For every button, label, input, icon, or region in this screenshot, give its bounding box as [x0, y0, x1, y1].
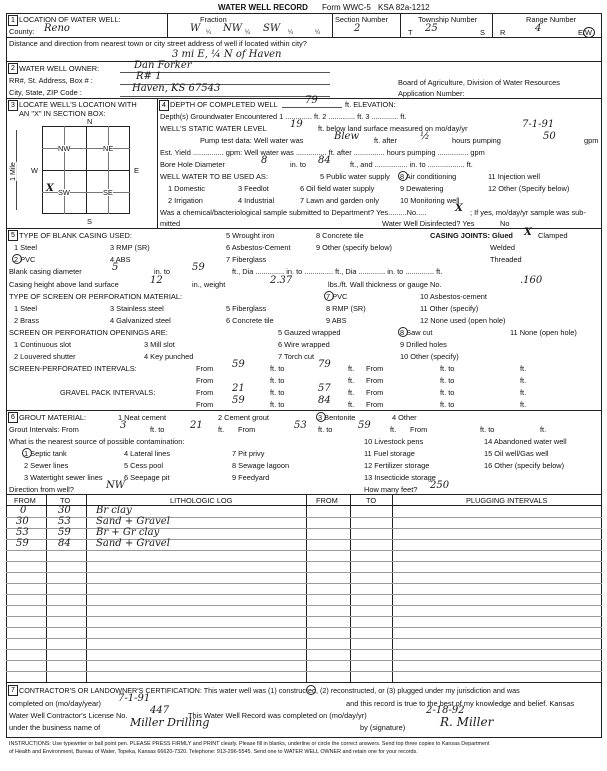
log-row-1-from: 0	[20, 505, 27, 516]
instructions-line-1: INSTRUCTIONS: Use typewriter or ball point pen. PLEASE PRESS FIRMLY and PRINT clearly. Please fill in blanks, underline or circle the correct answers. Send top three copies to Kansas Department	[9, 741, 490, 747]
pump-value: Blew	[334, 131, 360, 142]
log-row-4-to: 84	[58, 538, 71, 549]
section-number-value: 2	[354, 23, 361, 34]
height-label: Casing height above land surface	[9, 280, 119, 289]
pvc-circle	[12, 254, 22, 264]
openings-label: SCREEN OR PERFORATION OPENINGS ARE:	[9, 328, 168, 337]
gravel-to-2: 84	[318, 395, 331, 406]
perf-label: SCREEN-PERFORATED INTERVALS:	[9, 364, 137, 373]
form-number: Form WWC-5	[322, 3, 371, 12]
address-value: R# 1	[136, 71, 162, 82]
height-value: 12	[150, 275, 163, 286]
pump-gpm: 50	[543, 131, 556, 142]
gauge-value: .160	[520, 275, 543, 286]
township-value: 25	[425, 23, 438, 34]
owner-label: WATER WELL OWNER:	[19, 64, 100, 73]
signature: R. Miller	[440, 715, 494, 729]
static-value: 19	[290, 119, 303, 130]
air-conditioning-circle	[398, 171, 408, 181]
license-number: 447	[150, 705, 170, 716]
grout-to-1: 21	[190, 420, 203, 431]
diameter-label: Blank casing diameter	[9, 267, 82, 276]
perf-to: 79	[318, 359, 331, 370]
application-label: Application Number:	[398, 89, 465, 98]
screen-pvc-circle	[324, 291, 334, 301]
log-row-3-desc: Br + Gr clay	[96, 527, 160, 538]
weight-value: 2.37	[270, 275, 293, 286]
feet-value: 250	[430, 480, 450, 491]
bore-label: Bore Hole Diameter	[160, 160, 225, 169]
section-number-label: Section Number	[335, 15, 388, 24]
log-row-4-desc: Sand + Gravel	[96, 538, 170, 549]
gravel-label: GRAVEL PACK INTERVALS:	[60, 388, 156, 397]
township-label: Township Number	[418, 15, 478, 24]
diameter-value: 5	[112, 262, 119, 273]
instructions-line-2: of Health and Environment, Bureau of Water, Topeka, Kansas 66620-7320. Telephone: 913-296-5545. Send one to WATER WELL OWNER and retain one for your records.	[9, 749, 418, 755]
bore-to: 84	[318, 155, 331, 166]
address-label: RR#, St. Address, Box # :	[9, 76, 93, 85]
grout-to-2: 59	[358, 420, 371, 431]
log-row-2-from: 30	[16, 516, 29, 527]
septic-tank-circle	[22, 448, 32, 458]
gravel-from-2: 59	[232, 395, 245, 406]
casing-label: TYPE OF BLANK CASING USED:	[19, 231, 132, 240]
range-ew: E/W	[578, 28, 592, 37]
perf-from: 59	[232, 359, 245, 370]
static-date: 7-1-91	[522, 119, 555, 130]
ksa-reference: KSA 82a-1212	[378, 3, 430, 12]
owner-value: Dan Forker	[134, 60, 192, 71]
county-label: County:	[9, 27, 35, 36]
distance-value: 3 mi E, ¼ N of Haven	[172, 49, 282, 60]
log-row-1-desc: Br clay	[96, 505, 132, 516]
lithologic-log-header: LITHOLOGIC LOG	[170, 496, 233, 505]
county-value: Reno	[44, 23, 70, 34]
city-label: City, State, ZIP Code :	[9, 88, 82, 97]
range-label: Range Number	[526, 15, 577, 24]
diameter-to: 59	[192, 262, 205, 273]
locate-label: LOCATE WELL'S LOCATION WITH	[19, 100, 137, 109]
board-label: Board of Agriculture, Division of Water Resources	[398, 78, 560, 87]
water-well-record-form: WATER WELL RECORD Form WWC-5 KSA 82a-1212 1 LOCATION OF WATER WELL: County: Reno Fraction W ¼ NW ¼ SW ¼ ¼ Section Number 2 Township Number T 25 S Range Number R 4 E/W Distance and direction from nearest town or city street address of well if located within city? 3 mi E, ¼ N of Haven 2 WATER WELL OWNER: Dan Forker RR#, St. Address, Box # : R# 1 Board of Agriculture, Division of Water Resources City, State, ZIP Code : Haven, KS 67543 Application Number: 3 LOCATE WELL'S LOCATION WITH AN "X" IN SECTION BOX: N NW NE SW SE X W E S 1 Mile 4 DEPTH OF COMPLETED WELL 79 ft. ELEVATION: Depth(s) Groundwater Encountered 1 ............. ft. 2 ............. ft. 3 ............. ft. WELL'S STATIC WATER LEVEL 19 ft. below land surface measured on mo/day/yr 7-1-91 Pump test data: Well water was Blew ft. after ½ hours pumping 50 gpm Est. Yield ............... gpm: Well water was ............... ft. after ............... hours pumping ............... gpm Bore Hole Diameter 8 in. to 84 ft., and ................ in. to .................. ft. WELL WATER TO BE USED AS: 5 Public water supply 8 Air conditioning 11 Injection well 1 Domestic 3 Feedlot 6 Oil field water supply 9 Dewatering 12 Other (Specify below) 2 Irrigation 4 Industrial 7 Lawn and garden only 10 Monitoring well Was a chemical/bacteriological sample submitted to Department? Yes.........No..... X ; If yes, mo/day/yr sample was sub- mitted Water Well Disinfected? Yes No 5 TYPE OF BLANK CASING USED: 5 Wrought iron 8 Concrete tile CASING JOINTS: Glued X Clamped 1 Steel 3 RMP (SR) 6 Asbestos-Cement 9 Other (specify below) Welded 2 PVC 4 ABS 7 Fiberglass Threaded Blank casing diameter 5 in. to 59 ft., Dia .............. in. to .............. ft., Dia ............. in. to .............. ft. Casing height above land surface 12 in., weight 2.37 lbs./ft. Wall thickness or gauge No. .160 TYPE OF SCREEN OR PERFORATION MATERIAL: 7 PVC 10 Asbestos-cement 1 Steel 3 Stainless steel 5 Fiberglass 8 RMP (SR) 11 Other (specify) 2 Brass 4 Galvanized steel 6 Concrete tile 9 ABS 12 None used (open hole) SCREEN OR PERFORATION OPENINGS ARE: 5 Gauzed wrapped 8 Saw cut 11 None (open hole) 1 Continuous slot 3 Mill slot 6 Wire wrapped 9 Drilled holes 2 Louvered shutter 4 Key punched 7 Torch cut 10 Other (specify) SCREEN-PERFORATED INTERVALS: From 59 ft. to 79 ft. From ft. to ft. From ft. to ft. From ft. to ft. GRAVEL PACK INTERVALS: From 21 ft. to 57 ft. From ft. to ft. From 59 ft. to 84 ft. From ft. to ft. 6 GROUT MATERIAL: 1 Neat cement 2 Cement grout 3 Bentonite 4 Other Grout Intervals: From 3 ft. to 21 ft. From 53 ft. to 59 ft. From ft. to ft. What is the nearest source of possible contamination: 10 Livestock pens 14 Abandoned water well 1 Septic tank 4 Lateral lines 7 Pit privy 11 Fuel storage 15 Oil well/Gas well 2 Sewer lines 5 Cess pool 8 Sewage lagoon 12 Fertilizer storage 16 Other (specify below) 3 Watertight sewer lines 6 Seepage pit 9 Feedyard 13 Insecticide storage Direction from well? NW How many feet? 250 FROM TO LITHOLOGIC LOG FROM TO PLUGGING INTERVALS 0 30 Br clay 30 53 Sand + Gravel 53 59 Br + Gr clay 59 84 Sand + Gravel 7 CONTRACTOR'S OR LANDOWNER'S CERTIFICATION: This water well was (1) constructed, (2) reconstructed, or (3) plugged under my jurisdiction and was completed on (mo/day/year) 7-1-91 and this record is true to the best of my knowledge and belief. Kansas Water Well Contractor's License No. 447 This Water Well Record was completed on (mo/day/yr) 2-18-92 under the business name of Miller Drilling by (signature) R. Miller INSTRUCTIONS: Use typewriter or ball point pen. PLEASE PRESS FIRMLY and PRINT clearly. Please fill in blanks, underline or circle the correct answers. Send top three copies to Kansas Department of Health and Environment, Bureau of Water, Topeka, Kansas 66620-7320. Telephone: 913-296-5545. Send one to WATER WELL OWNER and retain one for your records.	[0, 0, 607, 771]
static-label: WELL'S STATIC WATER LEVEL	[160, 124, 267, 133]
city-value: Haven, KS 67543	[132, 83, 221, 94]
grout-from-2: 53	[294, 420, 307, 431]
direction-value: NW	[106, 480, 126, 491]
log-row-3-from: 53	[16, 527, 29, 538]
constructed-circle	[306, 685, 316, 695]
bentonite-circle	[316, 412, 326, 422]
use-label: WELL WATER TO BE USED AS:	[160, 172, 268, 181]
log-row-1-to: 30	[58, 505, 71, 516]
location-label: LOCATION OF WATER WELL:	[19, 15, 121, 24]
fraction-q1: W	[190, 23, 201, 34]
record-date: 2-18-92	[426, 705, 465, 716]
certification-text: CONTRACTOR'S OR LANDOWNER'S CERTIFICATION: This water well was (1) constructed, (2) reconstructed, or (3) plugged under my jurisdiction and was	[19, 686, 520, 695]
log-row-2-to: 53	[58, 516, 71, 527]
depth-label: DEPTH OF COMPLETED WELL	[170, 100, 278, 109]
depth-value: 79	[305, 95, 318, 106]
fraction-q2: NW	[223, 23, 243, 34]
bore-value: 8	[261, 155, 268, 166]
gravel-to-1: 57	[318, 383, 331, 394]
gravel-from-1: 21	[232, 383, 245, 394]
log-row-2-desc: Sand + Gravel	[96, 516, 170, 527]
distance-label: Distance and direction from nearest town or city street address of well if located within city?	[9, 39, 307, 48]
log-row-3-to: 59	[58, 527, 71, 538]
form-title: WATER WELL RECORD	[218, 3, 308, 12]
grout-label: GROUT MATERIAL:	[19, 413, 87, 422]
fraction-label: Fraction	[200, 15, 227, 24]
screen-label: TYPE OF SCREEN OR PERFORATION MATERIAL:	[9, 292, 183, 301]
fraction-q3: SW	[263, 23, 281, 34]
form-frame	[6, 13, 602, 738]
plugging-intervals-header: PLUGGING INTERVALS	[466, 496, 548, 505]
completed-date: 7-1-91	[118, 693, 151, 704]
range-value: 4	[535, 23, 542, 34]
saw-cut-circle	[398, 327, 408, 337]
section-x-mark: X	[46, 183, 54, 194]
log-row-4-from: 59	[16, 538, 29, 549]
section-1-number: 1	[8, 15, 18, 26]
business-name: Miller Drilling	[130, 716, 210, 729]
grout-from-1: 3	[120, 420, 127, 431]
